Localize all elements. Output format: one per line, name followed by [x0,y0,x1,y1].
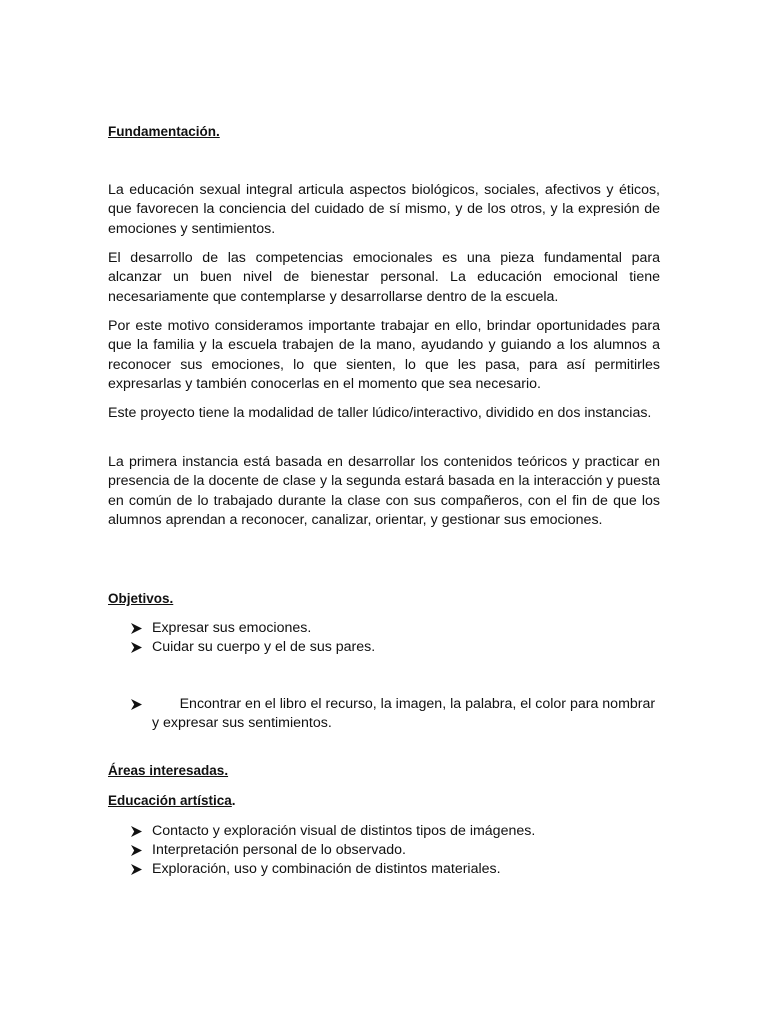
subheading-educacion-artistica [108,792,236,810]
list-item [108,638,660,657]
list-item [108,657,660,752]
subheading-period: . [231,793,236,808]
area-text: Interpretación personal de lo observado. [152,842,406,858]
arrowhead-bullet-icon [131,642,142,653]
arrowhead-bullet-icon [131,826,142,837]
heading-objetivos: Objetivos. [108,591,174,606]
areas-list [108,822,660,879]
objetivos-list [108,619,660,752]
objetivo-text: Expresar sus emociones. [152,620,312,636]
paragraph-1: La educación sexual integral articula aspectos biológicos, sociales, afectivos y éticos, que favorecen la conciencia del cuidado de sí mismo, y de los otros, y la expresión de emociones y sentimientos. [108,182,660,237]
objetivo-text: Cuidar su cuerpo y el de sus pares. [152,639,376,655]
list-item [108,860,660,879]
list-item [108,822,660,841]
paragraph-3: Por este motivo consideramos importante trabajar en ello, brindar oportunidades para que la familia y la escuela trabajen de la mano, ayudando y guiando a los alumnos a reconocer sus emociones, lo que sienten, lo que les pasa, para así permitirles expresarlas y también conocerlas en el momento que sea necesario. [108,318,660,392]
heading-areas-interesadas: Áreas interesadas. [108,763,229,778]
area-text: Exploración, uso y combinación de distintos materiales. [152,861,501,877]
list-item [108,841,660,860]
arrowhead-bullet-icon [131,864,142,875]
objetivo-text: Encontrar en el libro el recurso, la imagen, la palabra, el color para nombrar y expresar sus sentimientos. [152,696,660,731]
area-text: Contacto y exploración visual de distintos tipos de imágenes. [152,823,536,839]
heading-fundamentacion: Fundamentación. [108,124,220,139]
list-item [108,619,660,638]
arrowhead-bullet-icon [131,661,142,672]
paragraph-5: La primera instancia está basada en desarrollar los contenidos teóricos y practicar en presencia de la docente de clase y la segunda estará basada en la interacción y puesta en común de lo trabajado durante la clase con sus compañeros, con el fin de que los alumnos aprendan a reconocer, canalizar, orientar, y gestionar sus emociones. [108,454,660,528]
paragraph-2: El desarrollo de las competencias emocionales es una pieza fundamental para alcanzar un buen nivel de bienestar personal. La educación emocional tiene necesariamente que contemplarse y desarrollarse dentro de la escuela. [108,250,660,305]
subheading-educacion-artistica-label: Educación artística [108,793,232,808]
paragraph-4: Este proyecto tiene la modalidad de taller lúdico/interactivo, dividido en dos instancias. [108,405,652,421]
arrowhead-bullet-icon [131,845,142,856]
arrowhead-bullet-icon [131,623,142,634]
